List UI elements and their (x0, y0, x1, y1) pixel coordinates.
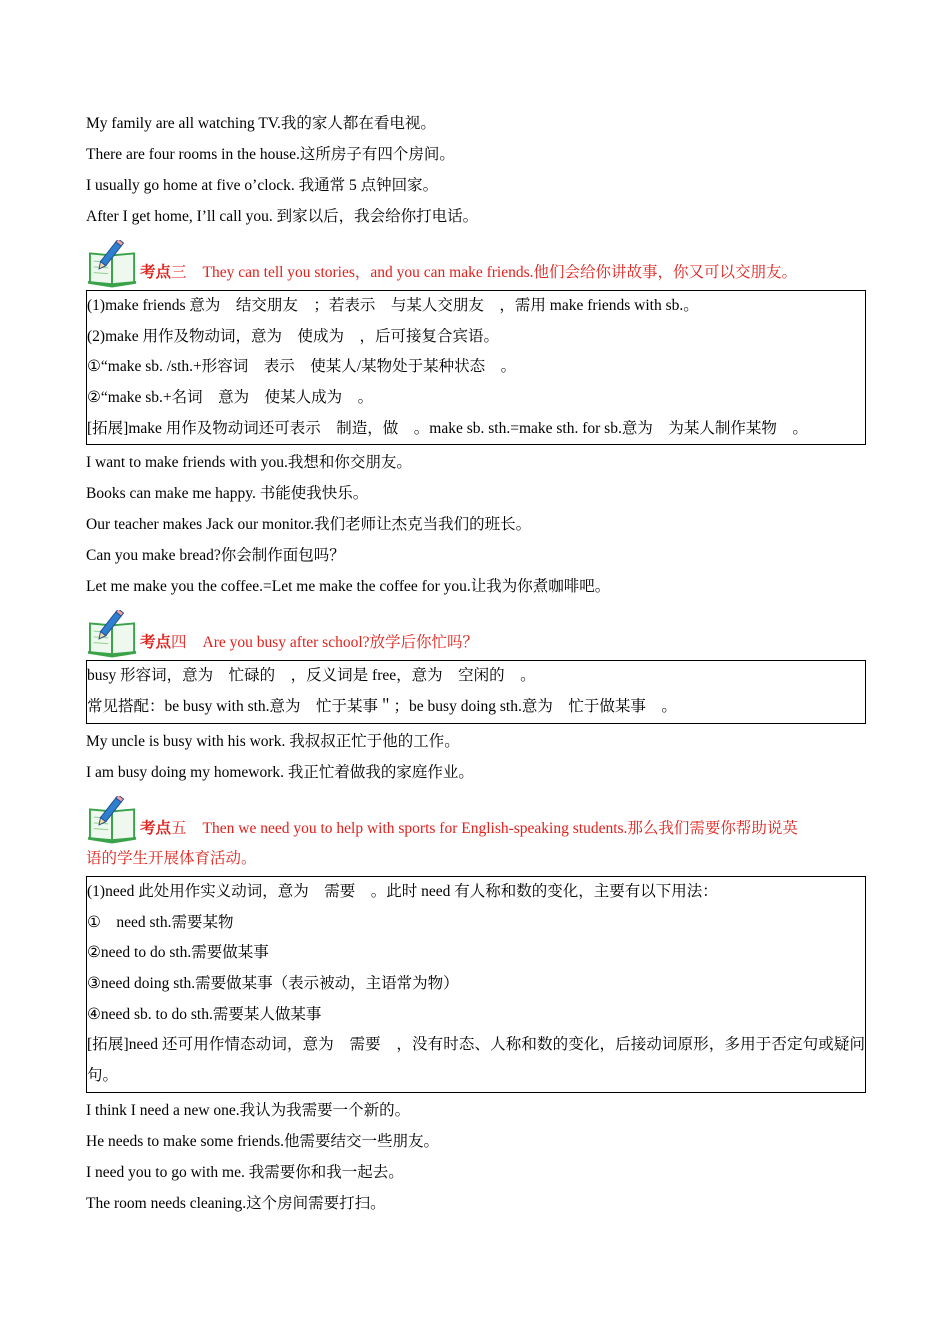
point-3-section (86, 240, 866, 602)
note-line: ②need to do sth.需要做某事 (87, 944, 269, 962)
note-line: (2)make 用作及物动词，意为 使成为 ，后可接复合宾语。 (87, 327, 500, 345)
intro-sentences (86, 108, 866, 232)
book-pencil-icon (86, 796, 140, 844)
example-sentence: The room needs cleaning.这个房间需要打扫。 (86, 1194, 386, 1212)
example-sentence: My uncle is busy with his work. 我叔叔正忙于他的工作。 (86, 732, 460, 750)
note-line: 常见搭配：be busy with sth.意为 忙于某事＂；be busy doing sth.意为 忙于做某事 。 (87, 698, 677, 716)
example-sentence: Let me make you the coffee.=Let me make the coffee for you.让我为你煮咖啡吧。 (86, 578, 611, 596)
note-line: busy 形容词，意为 忙碌的 ，反义词是 free，意为 空闲的 。 (87, 667, 536, 685)
point-title: Then we need you to help with sports for English-speaking students.那么我们需要你帮助说英 (202, 819, 798, 837)
book-pencil-icon (86, 240, 140, 288)
example-sentence: Our teacher makes Jack our monitor.我们老师让杰克当我们的班长。 (86, 516, 532, 534)
example-sentence: Books can make me happy. 书能使我快乐。 (86, 485, 369, 503)
point-4-note-box (86, 660, 866, 723)
point-3-note-box (86, 290, 866, 445)
sentence: I usually go home at five o’clock. 我通常 5 点钟回家。 (86, 177, 439, 194)
note-line: ①“make sb. /sth.+形容词 表示 使某人/某物处于某种状态 。 (87, 358, 517, 376)
example-sentence: He needs to make some friends.他需要结交一些朋友。 (86, 1132, 439, 1150)
note-line: [拓展]make 用作及物动词还可表示 制造，做 。make sb. sth.=make sth. for sb.意为 为某人制作某物 。 (87, 419, 808, 437)
note-line: ③need doing sth.需要做某事（表示被动，主语常为物） (87, 974, 459, 992)
point-title: They can tell you stories，and you can make friends.他们会给你讲故事，你又可以交朋友。 (202, 264, 798, 281)
note-line: [拓展]need 还可用作情态动词，意为 需要 ，没有时态、人称和数的变化，后接动词原形，多用于否定句或疑问句。 (87, 1036, 865, 1084)
point-5-section (86, 796, 866, 1219)
point-label: 考点 (140, 819, 172, 837)
sentence: After I get home, I’ll call you. 到家以后，我会给你打电话。 (86, 208, 479, 225)
point-number: 四 (171, 634, 187, 652)
example-sentence: I need you to go with me. 我需要你和我一起去。 (86, 1163, 404, 1181)
point-3-heading (86, 240, 866, 288)
note-line: ④need sb. to do sth.需要某人做某事 (87, 1005, 322, 1023)
note-line: ① need sth.需要某物 (87, 913, 234, 931)
point-5-note-box (86, 876, 866, 1093)
document-page (86, 108, 866, 1219)
point-number: 五 (171, 819, 187, 837)
example-sentence: Can you make bread?你会制作面包吗？ (86, 547, 345, 565)
point-title: Are you busy after school?放学后你忙吗？ (202, 634, 479, 652)
point-label: 考点 (140, 264, 172, 281)
note-line: (1)need 此处用作实义动词，意为 需要 。此时 need 有人称和数的变化，主要有以下用法： (87, 882, 718, 900)
note-line: ②“make sb.+名词 意为 使某人成为 。 (87, 389, 374, 407)
book-pencil-icon (86, 610, 140, 658)
point-label: 考点 (140, 634, 172, 652)
point-4-heading (86, 610, 866, 658)
point-4-section (86, 610, 866, 787)
example-sentence: I think I need a new one.我认为我需要一个新的。 (86, 1101, 411, 1119)
sentence: My family are all watching TV.我的家人都在看电视。 (86, 115, 436, 132)
example-sentence: I am busy doing my homework. 我正忙着做我的家庭作业。 (86, 763, 474, 781)
point-5-heading (86, 796, 866, 844)
point-number: 三 (171, 264, 187, 281)
sentence: There are four rooms in the house.这所房子有四个房间。 (86, 146, 455, 163)
point-title-continued: 语的学生开展体育活动。 (86, 849, 257, 867)
note-line: (1)make friends 意为 结交朋友 ；若表示 与某人交朋友 ，需用 make friends with sb.。 (87, 297, 699, 314)
example-sentence: I want to make friends with you.我想和你交朋友。 (86, 454, 412, 472)
